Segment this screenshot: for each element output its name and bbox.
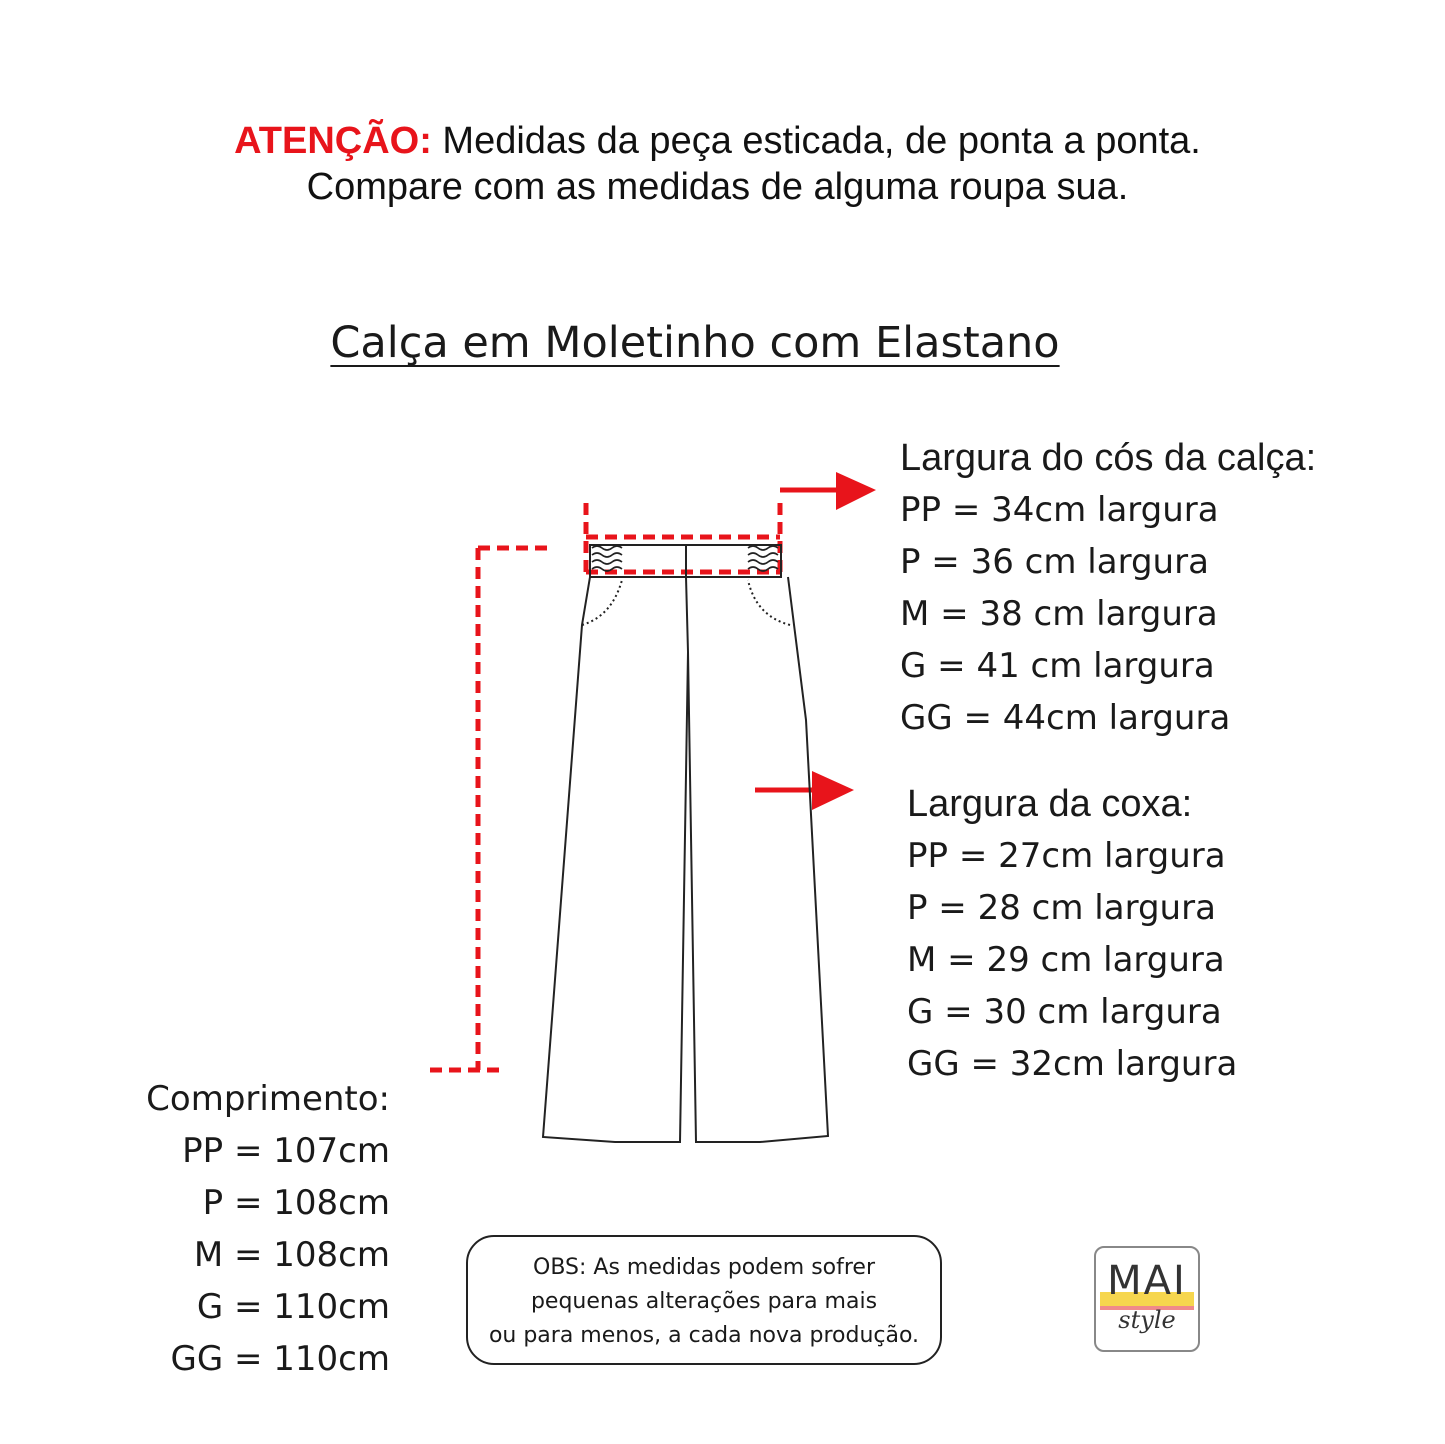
notice-line-1-text: Medidas da peça esticada, de ponta a ponta.	[431, 120, 1201, 162]
waist-measurements	[900, 432, 1316, 744]
length-line: G = 110cm	[196, 1287, 390, 1327]
waist-line: GG = 44cm largura	[900, 698, 1231, 738]
length-line: M = 108cm	[193, 1235, 390, 1275]
thigh-line: PP = 27cm largura	[907, 836, 1226, 876]
notice-line-2: Compare com as medidas de alguma roupa sua.	[306, 166, 1129, 208]
thigh-line: GG = 32cm largura	[907, 1044, 1238, 1084]
thigh-heading: Largura da coxa:	[907, 783, 1193, 825]
thigh-line: P = 28 cm largura	[907, 888, 1216, 928]
waist-line: P = 36 cm largura	[900, 542, 1209, 582]
waist-line: G = 41 cm largura	[900, 646, 1215, 686]
length-heading: Comprimento:	[146, 1079, 390, 1119]
waist-arrow-icon	[780, 472, 876, 510]
length-measure-line	[430, 548, 548, 1070]
waist-line: PP = 34cm largura	[900, 490, 1219, 530]
product-title: Calça em Moletinho com Elastano	[330, 318, 1060, 368]
brand-logo	[1094, 1246, 1200, 1352]
length-line: GG = 110cm	[170, 1339, 390, 1379]
waist-line: M = 38 cm largura	[900, 594, 1218, 634]
thigh-arrow-icon	[755, 771, 854, 810]
obs-note-box	[466, 1235, 942, 1365]
pants-outline	[543, 545, 828, 1142]
attention-label: ATENÇÃO:	[234, 120, 432, 162]
length-line: PP = 107cm	[182, 1131, 390, 1171]
waist-heading: Largura do cós da calça:	[900, 437, 1317, 479]
obs-line: ou para menos, a cada nova produção.	[488, 1323, 920, 1348]
length-line: P = 108cm	[202, 1183, 390, 1223]
logo-brand-text: MAI	[1107, 1258, 1187, 1304]
thigh-line: M = 29 cm largura	[907, 940, 1225, 980]
waist-measure-line	[586, 503, 780, 572]
length-measurements	[140, 1073, 390, 1385]
logo-script-text: style	[1118, 1306, 1176, 1334]
obs-line: pequenas alterações para mais	[530, 1289, 878, 1314]
thigh-measurements	[907, 778, 1237, 1090]
thigh-line: G = 30 cm largura	[907, 992, 1222, 1032]
obs-line: OBS: As medidas podem sofrer	[533, 1255, 875, 1280]
